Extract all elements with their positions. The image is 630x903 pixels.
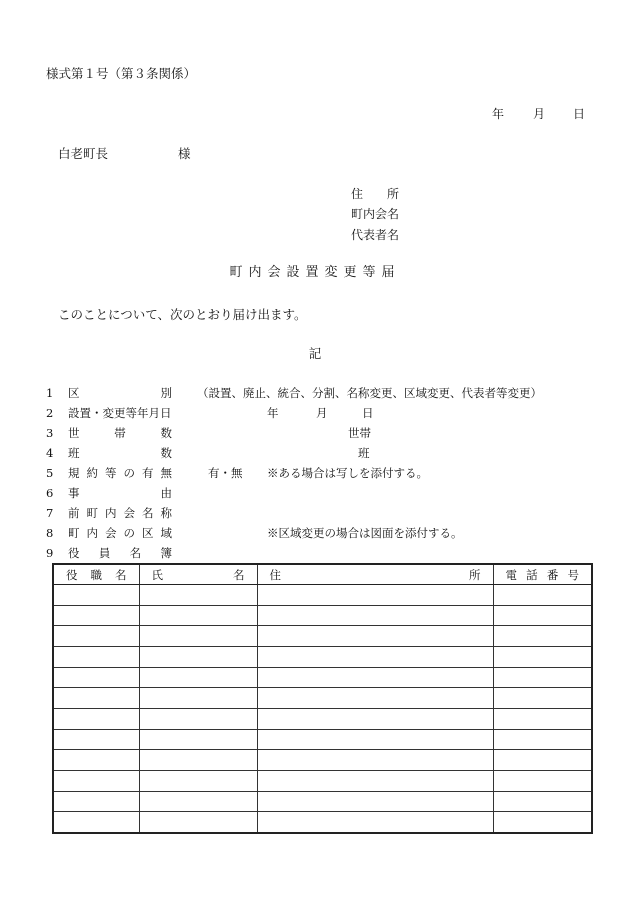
officer-table-header-cell [257, 564, 493, 585]
table-cell [139, 646, 257, 667]
header-text [54, 567, 139, 583]
table-cell [139, 667, 257, 688]
table-cell [257, 605, 493, 626]
date-day: 日 [573, 107, 586, 121]
item-value: （設置、廃止、統合、分割、名称変更、区域変更、代表者等変更） [197, 386, 542, 400]
table-cell [139, 688, 257, 709]
addressee-name: 白老町長 [58, 146, 109, 161]
item-label-char: 区 [68, 386, 80, 400]
table-row [53, 791, 592, 812]
table-row [53, 626, 592, 647]
table-cell [257, 750, 493, 771]
table-row [53, 646, 592, 667]
header-char: 名 [115, 567, 127, 582]
item-number: 9 [46, 546, 54, 560]
officer-table [52, 563, 593, 834]
item-label-char: 有 [142, 466, 154, 480]
item-label-char: 会 [105, 526, 117, 540]
applicant-address-label: 住 所 [351, 187, 400, 201]
header-char: 号 [567, 567, 579, 582]
table-cell [493, 770, 592, 791]
item-label [68, 428, 172, 440]
table-cell [139, 626, 257, 647]
table-cell [53, 688, 139, 709]
item-label-char: 事 [68, 486, 80, 500]
ki-heading: 記 [308, 346, 322, 361]
item-number: 5 [46, 466, 54, 480]
item-note: ※ある場合は写しを添付する。 [267, 466, 428, 480]
header-char: 氏 [151, 567, 163, 582]
document-title: 町内会設置変更等届 [229, 265, 401, 280]
table-cell [257, 646, 493, 667]
table-cell [493, 791, 592, 812]
item-number: 4 [46, 446, 54, 460]
table-cell [53, 605, 139, 626]
table-cell [53, 729, 139, 750]
item-label-char: 設置・変更等年月日 [68, 406, 172, 420]
header-char: 話 [526, 567, 538, 582]
item-label [68, 528, 172, 540]
item-label-char: 役 [68, 546, 80, 560]
item-label-char: 区 [142, 526, 154, 540]
item-number: 2 [46, 406, 54, 420]
item-label-char: 規 [68, 466, 80, 480]
item-label-char: 前 [68, 506, 80, 520]
table-cell [493, 708, 592, 729]
date-month: 月 [533, 107, 546, 121]
item-label-char: 内 [105, 506, 117, 520]
date-year: 年 [492, 107, 505, 121]
table-cell [139, 770, 257, 791]
table-cell [53, 708, 139, 729]
table-cell [257, 729, 493, 750]
item-label-char: 等 [105, 466, 117, 480]
table-row [53, 750, 592, 771]
item-note: ※区域変更の場合は図面を添付する。 [267, 526, 463, 540]
table-cell [257, 688, 493, 709]
header-char: 番 [546, 567, 559, 582]
table-row [53, 729, 592, 750]
table-cell [53, 667, 139, 688]
table-cell [257, 626, 493, 647]
table-cell [257, 667, 493, 688]
item-label [68, 408, 188, 420]
applicant-association-label: 町内会名 [351, 207, 400, 221]
table-cell [257, 770, 493, 791]
form-number: 様式第１号（第３条関係） [46, 66, 197, 81]
table-cell [139, 750, 257, 771]
item-unit: 世帯 [348, 426, 371, 440]
item-number: 8 [46, 526, 54, 540]
officer-table-header-cell [53, 564, 139, 585]
item-label-char: 会 [123, 506, 135, 520]
item-number: 3 [46, 426, 54, 440]
table-cell [53, 812, 139, 833]
header-text [258, 567, 493, 583]
table-cell [257, 585, 493, 606]
table-cell [493, 688, 592, 709]
table-cell [139, 812, 257, 833]
item-label-char: 数 [160, 426, 172, 440]
item-label-char: 約 [86, 466, 98, 480]
item-label-char: 町 [86, 506, 98, 520]
table-cell [139, 791, 257, 812]
table-row [53, 585, 592, 606]
item-label-char: 名 [142, 506, 154, 520]
table-row [53, 605, 592, 626]
officer-table-header-cell [493, 564, 592, 585]
addressee-honorific: 様 [178, 146, 191, 161]
header-char: 名 [233, 567, 245, 582]
item-label-char: 無 [160, 466, 172, 480]
item-month: 月 [316, 406, 328, 420]
item-label-char: 帯 [114, 426, 126, 440]
table-row [53, 667, 592, 688]
item-label-char: 員 [98, 546, 111, 560]
header-char: 役 [66, 567, 78, 582]
item-label [68, 488, 172, 500]
item-label [68, 388, 172, 400]
table-cell [53, 626, 139, 647]
table-cell [257, 708, 493, 729]
table-cell [493, 605, 592, 626]
item-label [68, 508, 172, 520]
table-cell [139, 585, 257, 606]
header-char: 職 [90, 567, 102, 582]
item-label [68, 548, 172, 560]
table-cell [139, 729, 257, 750]
table-cell [139, 708, 257, 729]
item-number: 7 [46, 506, 54, 520]
table-cell [53, 770, 139, 791]
table-cell [493, 626, 592, 647]
header-text [140, 567, 257, 583]
item-label [68, 468, 172, 480]
item-label-char: 数 [160, 446, 172, 460]
item-label-char: 班 [68, 446, 80, 460]
item-number: 6 [46, 486, 54, 500]
applicant-representative-label: 代表者名 [351, 228, 400, 242]
item-label-char: 世 [68, 426, 80, 440]
table-row [53, 770, 592, 791]
item-label [68, 448, 172, 460]
table-cell [493, 646, 592, 667]
table-cell [493, 667, 592, 688]
item-label-char: の [123, 466, 135, 480]
table-cell [139, 605, 257, 626]
table-cell [53, 646, 139, 667]
item-label-char: 域 [160, 526, 172, 540]
item-label-char: 由 [160, 486, 172, 500]
table-cell [53, 791, 139, 812]
item-label-char: 町 [68, 526, 80, 540]
table-cell [493, 585, 592, 606]
officer-table-header-cell [139, 564, 257, 585]
item-day: 日 [362, 406, 374, 420]
table-row [53, 688, 592, 709]
table-row [53, 812, 592, 833]
item-number: 1 [46, 386, 54, 400]
table-cell [493, 812, 592, 833]
item-choice: 有・無 [208, 466, 243, 480]
item-label-char: 称 [160, 506, 172, 520]
item-label-char: 名 [129, 546, 142, 560]
item-label-char: 内 [86, 526, 98, 540]
header-char: 住 [269, 567, 281, 582]
table-cell [493, 750, 592, 771]
table-cell [53, 585, 139, 606]
officer-table-header [53, 564, 592, 585]
header-char: 電 [505, 567, 517, 582]
header-text [494, 567, 592, 583]
table-cell [53, 750, 139, 771]
body-text: このことについて、次のとおり届け出ます。 [58, 307, 307, 322]
table-row [53, 708, 592, 729]
item-year: 年 [267, 406, 279, 420]
table-cell [257, 791, 493, 812]
item-label-char: の [123, 526, 135, 540]
table-cell [493, 729, 592, 750]
item-label-char: 簿 [160, 546, 172, 560]
header-char: 所 [469, 567, 481, 582]
table-cell [257, 812, 493, 833]
item-label-char: 別 [160, 386, 172, 400]
item-unit: 班 [358, 446, 370, 460]
